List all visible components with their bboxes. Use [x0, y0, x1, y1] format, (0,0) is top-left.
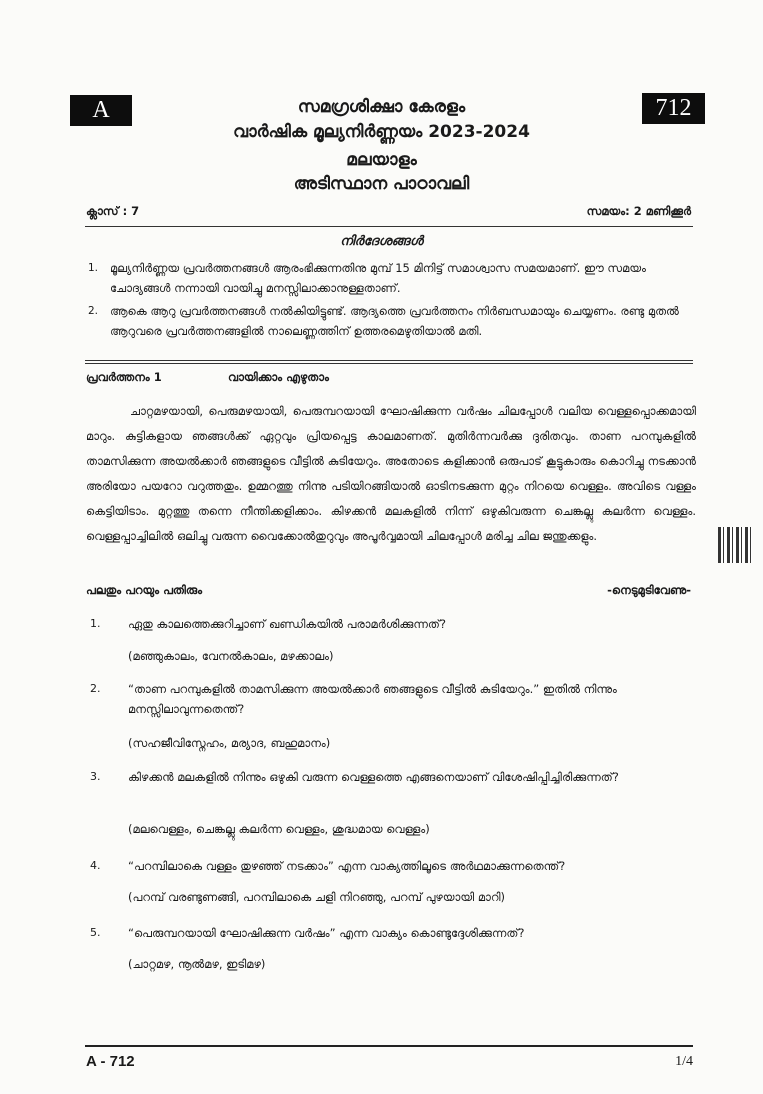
question-text: “പറമ്പിലാകെ വള്ളം തുഴഞ്ഞ് നടക്കാം” എന്ന വാക്യത്തിലൂടെ അർഥമാക്കുന്നതെന്ത്?	[128, 859, 566, 873]
divider	[85, 363, 693, 364]
question-options: (ചാറ്റമഴ, നൂൽമഴ, ഇടിമഴ)	[128, 957, 266, 971]
passage-source: പലതും പറയും പതിരും	[86, 583, 203, 597]
question-number: 5.	[90, 926, 101, 939]
instruction-number: 1.	[88, 262, 99, 274]
instruction-text: ആകെ ആറു പ്രവർത്തനങ്ങൾ നൽകിയിട്ടുണ്ട്. ആദ്യത്തെ പ്രവർത്തനം നിർബന്ധമായും ചെയ്യണം. രണ്ടു മുതൽ ആറുവരെ പ്രവർത്തനങ്ങളിൽ നാലെണ്ണത്തിന് ഉത്തരമെഴുതിയാൽ മതി.	[110, 304, 679, 338]
footer-code: A - 712	[86, 1053, 135, 1070]
divider	[85, 226, 693, 227]
instructions-title: നിർദേശങ്ങൾ	[340, 234, 423, 249]
section-label: പ്രവർത്തനം 1	[86, 370, 162, 384]
org-title: സമഗ്രശിക്ഷാ കേരളം	[297, 97, 466, 117]
subject-title: മലയാളം	[346, 150, 417, 170]
time-label: സമയം: 2 മണിക്കൂർ	[586, 204, 691, 218]
question-options: (മഞ്ഞുകാലം, വേനൽകാലം, മഴക്കാലം)	[128, 649, 334, 663]
paper-code-box: 712	[642, 93, 705, 124]
question-number: 3.	[90, 770, 101, 783]
instruction-number: 2.	[88, 305, 99, 317]
divider	[85, 360, 693, 361]
class-label: ക്ലാസ് : 7	[86, 204, 140, 218]
exam-title: വാർഷിക മൂല്യനിർണ്ണയം 2023-2024	[233, 122, 530, 142]
question-text: “പെരുമ്പറയായി ഘോഷിക്കുന്ന വർഷം” എന്ന വാക്യം കൊണ്ടുദ്ദേശിക്കുന്നത്?	[128, 926, 525, 940]
page-number: 1/4	[675, 1054, 693, 1069]
set-label-box: A	[70, 95, 132, 126]
footer-rule	[85, 1045, 693, 1047]
qr-code	[718, 527, 752, 563]
question-text: ഏതു കാലത്തെക്കുറിച്ചാണ് ഖണ്ഡികയിൽ പരാമർശിക്കുന്നത്?	[128, 617, 447, 631]
question-options: (സഹജീവിസ്നേഹം, മര്യാദ, ബഹുമാനം)	[128, 736, 331, 750]
reading-passage: ചാറ്റമഴയായി, പെരുമഴയായി, പെരുമ്പറയായി ഘോഷിക്കുന്ന വർഷം ചിലപ്പോൾ വലിയ വെള്ളപ്പൊക്കമായി മാറും. കുട്ടികളായ ഞങ്ങൾക്ക് ഏറ്റവും പ്രിയപ്പെട്ട കാലമാണത്. മുതിർന്നവർക്കു ദുരിതവും. താണ പറമ്പുകളിൽ താമസിക്കുന്ന അയൽക്കാർ ഞങ്ങളുടെ വീട്ടിൽ കുടിയേറും. അതോടെ കളിക്കാൻ ഒരുപാട് കൂട്ടുകാരും കൊറിച്ചു നടക്കാൻ അരിയോ പയറോ വറുത്തതും. ഉമ്മറത്തു നിന്നു പടിയിറങ്ങിയാൽ ഓടിനടക്കുന്ന മുറ്റം നിറയെ വെള്ളം. അവിടെ വള്ളം കെട്ടിയിടാം. മുറ്റത്തു തന്നെ നീന്തിക്കളിക്കാം. കിഴക്കൻ മലകളിൽ നിന്ന് ഒഴുകിവരുന്ന ചെങ്കല്ലു കലർന്ന വെള്ളം. വെള്ളപ്പാച്ചിലിൽ ഒലിച്ചു വരുന്ന വൈക്കോൽതുറുവും അപൂർവ്വമായി ചിലപ്പോൾ മരിച്ച ചില ജന്തുക്കളും.	[86, 404, 696, 543]
question-text: “താണ പറമ്പുകളിൽ താമസിക്കുന്ന അയൽക്കാർ ഞങ്ങളുടെ വീട്ടിൽ കുടിയേറും.” ഇതിൽ നിന്നും മനസ്സിലാവുന്നതെന്ത്?	[128, 682, 617, 716]
question-number: 1.	[90, 617, 101, 630]
question-options: (പറമ്പ് വരണ്ടുണങ്ങി, പറമ്പിലാകെ ചളി നിറഞ്ഞു, പറമ്പ് പുഴയായി മാറി)	[128, 890, 505, 904]
question-options: (മലവെള്ളം, ചെങ്കല്ലു കലർന്ന വെള്ളം, ശുദ്ധമായ വെള്ളം)	[128, 822, 430, 836]
question-number: 2.	[90, 682, 101, 695]
instruction-text: മൂല്യനിർണ്ണയ പ്രവർത്തനങ്ങൾ ആരംഭിക്കുന്നതിനു മുമ്പ് 15 മിനിട്ട് സമാശ്വാസ സമയമാണ്. ഈ സമയം ചോദ്യങ്ങൾ നന്നായി വായിച്ചു മനസ്സിലാക്കാനുള്ളതാണ്.	[110, 261, 646, 295]
reader-title: അടിസ്ഥാന പാഠാവലി	[293, 174, 470, 194]
question-number: 4.	[90, 859, 101, 872]
passage-author: -നെടുമുടിവേണു-	[607, 583, 691, 597]
section-title: വായിക്കാം എഴുതാം	[228, 370, 329, 384]
question-text: കിഴക്കൻ മലകളിൽ നിന്നും ഒഴുകി വരുന്ന വെള്ളത്തെ എങ്ങനെയാണ് വിശേഷിപ്പിച്ചിരിക്കുന്നത്?	[128, 770, 619, 784]
